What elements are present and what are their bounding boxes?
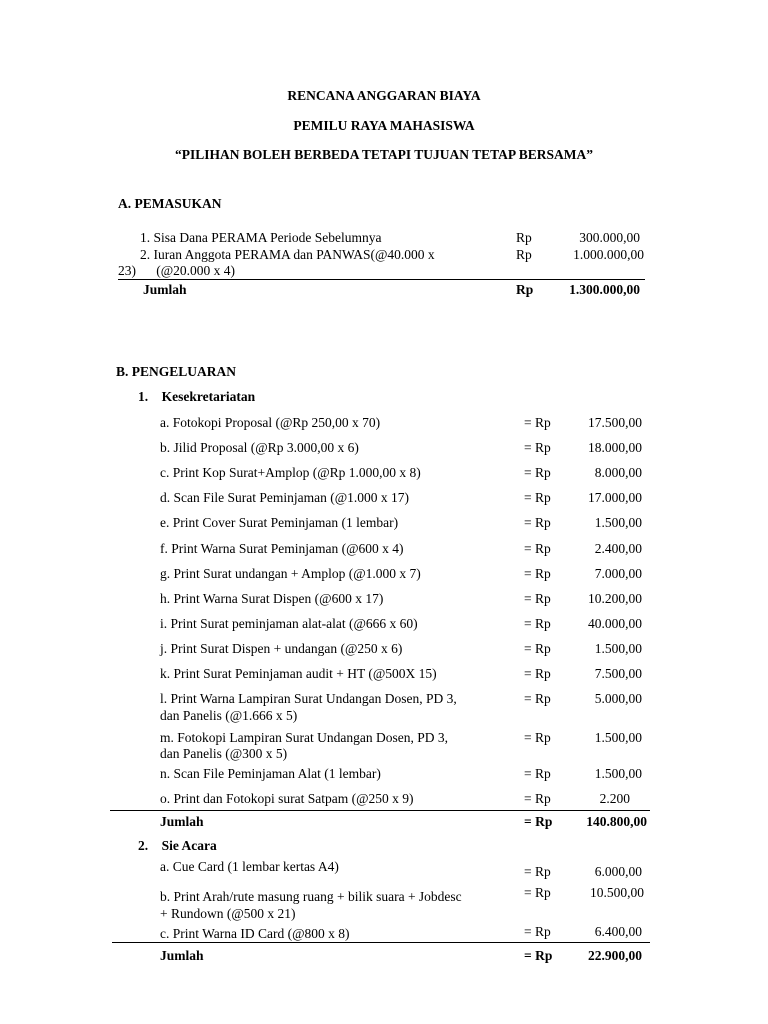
item-k-rp: = Rp [524,666,551,681]
item-g-rp: = Rp [524,566,551,581]
kesekretariatan-total-rp: = Rp [524,814,553,829]
item-b-amount: 18.000,00 [588,440,642,455]
kesekretariatan-item-l-line2: dan Panelis (@1.666 x 5) [160,708,298,723]
kesekretariatan-item-k: k. Print Surat Peminjaman audit + HT (@500X 15) [160,666,437,681]
item-n-rp: = Rp [524,766,551,781]
acara-total-label: Jumlah [160,948,204,963]
acara-item-b-rp: = Rp [524,885,551,900]
acara-item-c-amount: 6.400,00 [594,924,642,939]
item-k-amount: 7.500,00 [594,666,642,681]
pemasukan-item-2-line1: 2. Iuran Anggota PERAMA dan PANWAS(@40.000 x [140,247,435,262]
kesekretariatan-total-amount: 140.800,00 [586,814,647,829]
item-e-amount: 1.500,00 [594,515,642,530]
item-d-amount: 17.000,00 [588,490,642,505]
acara-total-amount: 22.900,00 [588,948,642,963]
pemasukan-item-2-line2: 23) (@20.000 x 4) [118,263,236,278]
pemasukan-item-1: 1. Sisa Dana PERAMA Periode Sebelumnya [140,230,382,245]
item-n-amount: 1.500,00 [594,766,642,781]
item-a-rp: = Rp [524,415,551,430]
item-f-rp: = Rp [524,541,551,556]
kesekretariatan-item-f: f. Print Warna Surat Peminjaman (@600 x 4) [160,541,404,556]
item-a-amount: 17.500,00 [588,415,642,430]
kesekretariatan-item-m-line2: dan Panelis (@300 x 5) [160,746,288,761]
acara-item-b-line2: + Rundown (@500 x 21) [160,906,296,921]
item-i-amount: 40.000,00 [588,616,642,631]
item-h-amount: 10.200,00 [588,591,642,606]
divider [110,810,650,811]
doc-subtitle: PEMILU RAYA MAHASISWA [293,118,475,133]
section-pemasukan-heading: A. PEMASUKAN [118,196,222,211]
kesekretariatan-total-label: Jumlah [160,814,204,829]
kesekretariatan-item-j: j. Print Surat Dispen + undangan (@250 x 6) [160,641,403,656]
kesekretariatan-item-d: d. Scan File Surat Peminjaman (@1.000 x 17) [160,490,410,505]
kesekretariatan-item-c: c. Print Kop Surat+Amplop (@Rp 1.000,00 x 8) [160,465,421,480]
doc-title: RENCANA ANGGARAN BIAYA [287,88,481,103]
item-c-amount: 8.000,00 [594,465,642,480]
acara-item-b-amount: 10.500,00 [590,885,644,900]
acara-total-rp: = Rp [524,948,553,963]
item-l-rp: = Rp [524,691,551,706]
pemasukan-item-2-rp: Rp [516,247,532,262]
item-g-amount: 7.000,00 [594,566,642,581]
pemasukan-total-label: Jumlah [143,282,187,297]
item-m-rp: = Rp [524,730,551,745]
kesekretariatan-item-m-line1: m. Fotokopi Lampiran Surat Undangan Dosen, PD 3, [160,730,448,745]
item-j-rp: = Rp [524,641,551,656]
pemasukan-item-1-rp: Rp [516,230,532,245]
item-l-amount: 5.000,00 [594,691,642,706]
acara-item-b-line1: b. Print Arah/rute masung ruang + bilik suara + Jobdesc [160,889,462,904]
kesekretariatan-item-l-line1: l. Print Warna Lampiran Surat Undangan Dosen, PD 3, [160,691,457,706]
kesekretariatan-item-b: b. Jilid Proposal (@Rp 3.000,00 x 6) [160,440,359,455]
pemasukan-total-amount: 1.300.000,00 [569,282,640,297]
item-e-rp: = Rp [524,515,551,530]
acara-item-c: c. Print Warna ID Card (@800 x 8) [160,926,350,941]
pemasukan-total-rp: Rp [516,282,534,297]
item-m-amount: 1.500,00 [594,730,642,745]
item-o-amount: 2.200 [599,791,630,806]
kesekretariatan-item-e: e. Print Cover Surat Peminjaman (1 lembar) [160,515,399,530]
item-c-rp: = Rp [524,465,551,480]
subsection-kesekretariatan: 1. Kesekretariatan [138,389,256,404]
item-h-rp: = Rp [524,591,551,606]
kesekretariatan-item-o: o. Print dan Fotokopi surat Satpam (@250 x 9) [160,791,414,806]
kesekretariatan-item-a: a. Fotokopi Proposal (@Rp 250,00 x 70) [160,415,381,430]
acara-item-a: a. Cue Card (1 lembar kertas A4) [160,859,339,874]
item-f-amount: 2.400,00 [594,541,642,556]
pemasukan-item-1-amount: 300.000,00 [579,230,640,245]
item-i-rp: = Rp [524,616,551,631]
acara-item-a-rp: = Rp [524,864,551,879]
kesekretariatan-item-g: g. Print Surat undangan + Amplop (@1.000 x 7) [160,566,421,581]
divider [118,279,645,280]
kesekretariatan-item-n: n. Scan File Peminjaman Alat (1 lembar) [160,766,381,781]
acara-item-a-amount: 6.000,00 [594,864,642,879]
acara-item-c-rp: = Rp [524,924,551,939]
section-pengeluaran-heading: B. PENGELUARAN [116,364,237,379]
kesekretariatan-item-i: i. Print Surat peminjaman alat-alat (@666 x 60) [160,616,418,631]
item-b-rp: = Rp [524,440,551,455]
kesekretariatan-item-h: h. Print Warna Surat Dispen (@600 x 17) [160,591,384,606]
doc-slogan: “PILIHAN BOLEH BERBEDA TETAPI TUJUAN TETAP BERSAMA” [174,147,594,162]
item-j-amount: 1.500,00 [594,641,642,656]
divider [112,942,650,943]
pemasukan-item-2-amount: 1.000.000,00 [573,247,644,262]
item-d-rp: = Rp [524,490,551,505]
item-o-rp: = Rp [524,791,551,806]
subsection-sie-acara: 2. Sie Acara [138,838,217,853]
